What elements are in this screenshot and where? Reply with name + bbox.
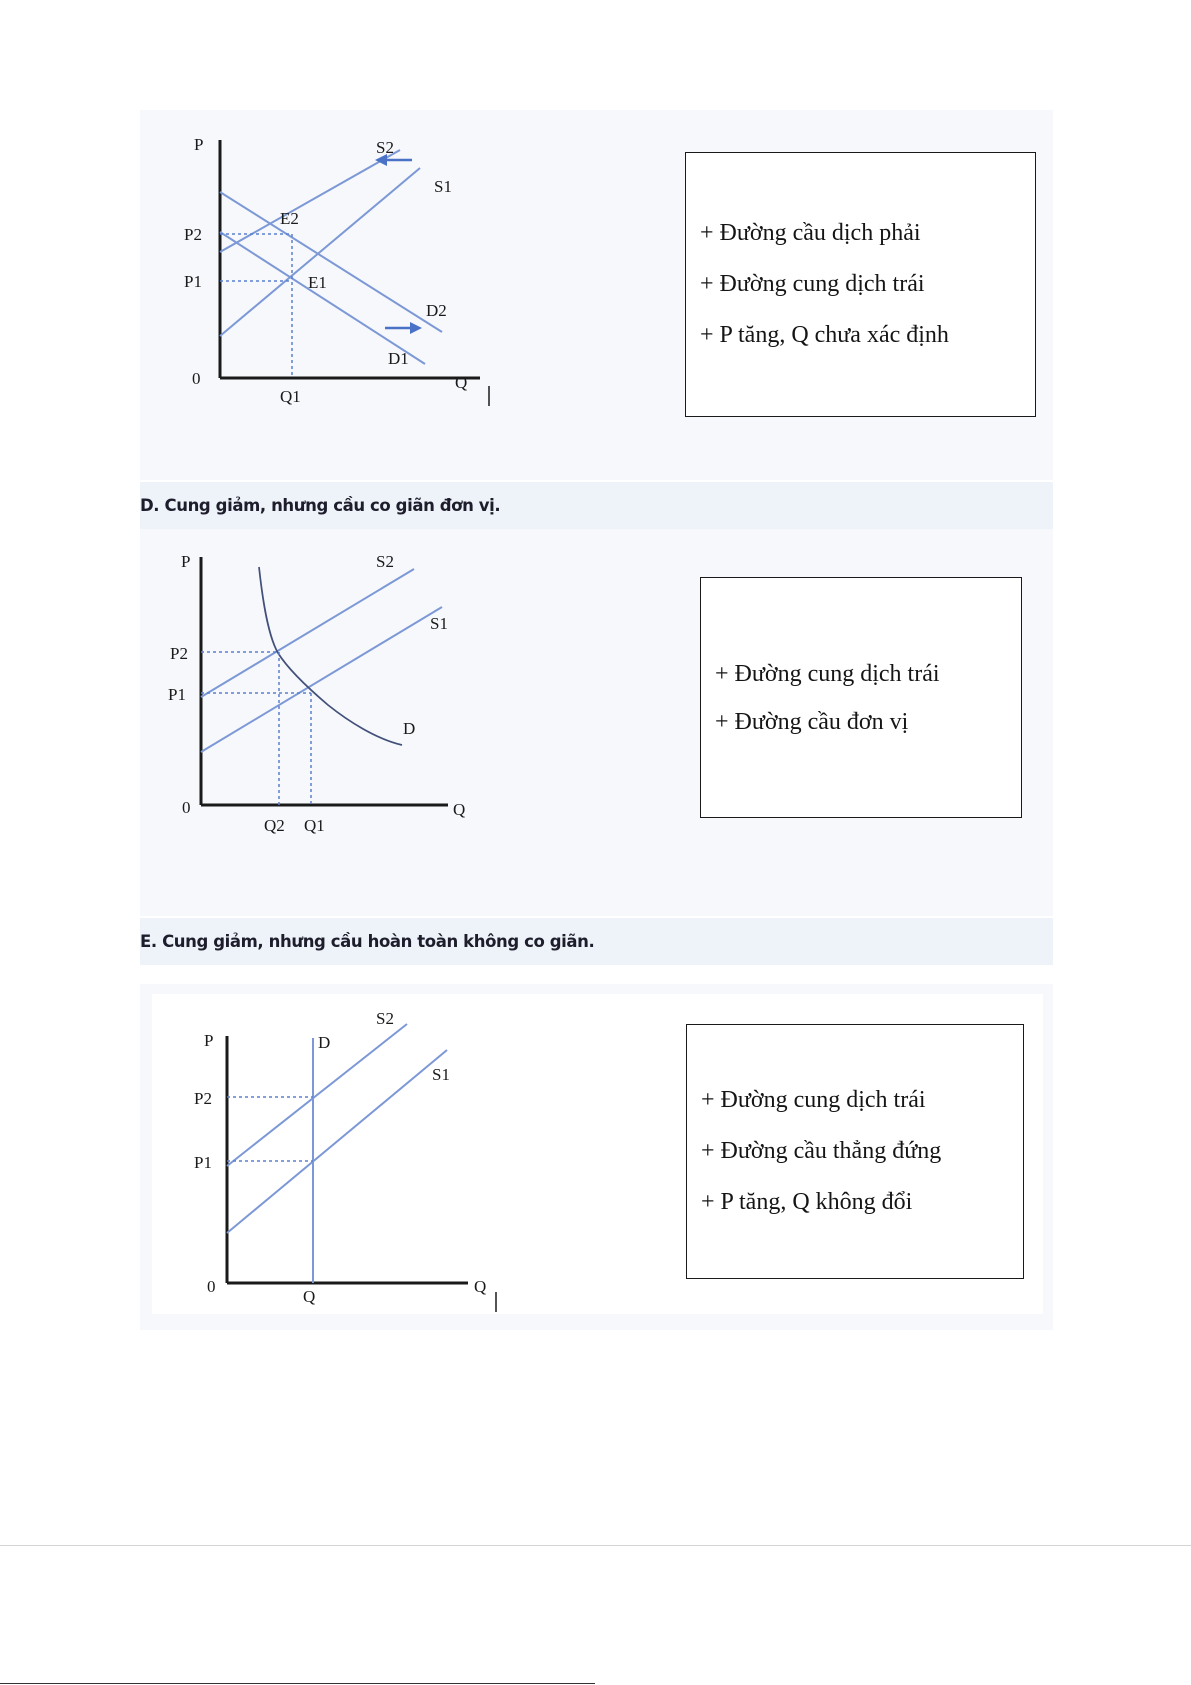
note-line: + Đường cung dịch trái [715, 660, 940, 687]
note-line: + Đường cầu đơn vị [715, 708, 909, 735]
label-D: D [403, 719, 416, 738]
note-line: + Đường cầu dịch phải [700, 220, 921, 246]
chart-1 [180, 120, 520, 420]
label-x-axis: Q [455, 373, 468, 392]
label-x-axis: Q [474, 1277, 487, 1296]
curve-S2 [227, 1024, 407, 1166]
curve-D [259, 567, 402, 745]
label-Q: Q [303, 1287, 316, 1306]
label-P1: P1 [194, 1153, 212, 1172]
label-S2: S2 [376, 138, 394, 157]
label-origin: 0 [192, 369, 201, 388]
label-D2: D2 [426, 301, 447, 320]
section-heading-e: E. Cung giảm, nhưng cầu hoàn toàn không co giãn. [140, 918, 1053, 965]
label-D1: D1 [388, 349, 409, 368]
label-Q1: Q1 [304, 816, 325, 835]
label-P2: P2 [170, 644, 188, 663]
label-P2: P2 [184, 225, 202, 244]
label-D: D [318, 1033, 331, 1052]
label-S1: S1 [432, 1065, 450, 1084]
curve-S2 [220, 150, 400, 252]
curve-S1 [227, 1050, 447, 1233]
label-E1: E1 [308, 273, 327, 292]
note-line: + Đường cung dịch trái [700, 271, 925, 297]
label-x-axis: Q [453, 800, 466, 819]
label-Q1: Q1 [280, 387, 301, 406]
note-line: + P tăng, Q chưa xác định [700, 322, 949, 348]
note-line: + Đường cung dịch trái [701, 1087, 926, 1113]
label-P1: P1 [184, 272, 202, 291]
chart-2 [160, 545, 500, 850]
label-P2: P2 [194, 1089, 212, 1108]
label-P1: P1 [168, 685, 186, 704]
note-box-1 [685, 152, 1036, 417]
label-S2: S2 [376, 1009, 394, 1028]
section-heading-d: D. Cung giảm, nhưng cầu co giãn đơn vị. [140, 482, 1053, 529]
label-y-axis: P [204, 1031, 214, 1050]
note-line: + Đường cầu thẳng đứng [701, 1138, 942, 1164]
label-S2: S2 [376, 552, 394, 571]
bottom-divider [0, 1683, 595, 1684]
label-E2: E2 [280, 209, 299, 228]
curve-D2 [220, 192, 442, 332]
label-origin: 0 [207, 1277, 216, 1296]
label-y-axis: P [194, 135, 204, 154]
label-S1: S1 [430, 614, 448, 633]
note-box-2 [700, 577, 1022, 818]
label-S1: S1 [434, 177, 452, 196]
note-box-3 [686, 1024, 1024, 1279]
curve-S2 [201, 569, 414, 697]
arrow-demand-right [385, 322, 422, 334]
label-Q2: Q2 [264, 816, 285, 835]
label-origin: 0 [182, 798, 191, 817]
footer-divider [0, 1545, 1191, 1546]
curve-D1 [220, 232, 425, 364]
label-y-axis: P [181, 552, 191, 571]
note-line: + P tăng, Q không đổi [701, 1189, 913, 1215]
chart-3 [185, 1000, 515, 1310]
